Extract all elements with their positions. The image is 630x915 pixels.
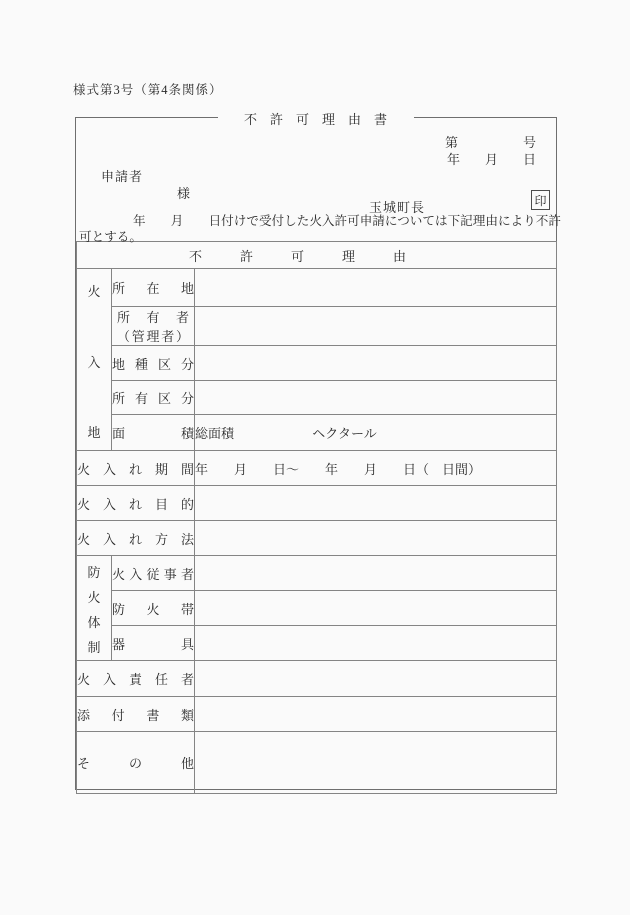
purpose-label-cell: 火入れ目的 — [77, 486, 195, 521]
responsible-value-cell — [195, 661, 557, 697]
land-category-label-cell: 地種区分 — [112, 346, 195, 381]
table-row — [77, 307, 557, 346]
table-row — [77, 521, 557, 556]
table-row — [77, 697, 557, 732]
responsible-label-cell: 火入責任者 — [77, 661, 195, 697]
purpose-value-cell — [195, 486, 557, 521]
other-label-cell: その他 — [77, 732, 195, 794]
body-text-line2: 可とする。 — [79, 230, 142, 244]
document-date-line — [447, 149, 536, 168]
firebreak-label-cell: 防火帯 — [112, 591, 195, 626]
table-row — [77, 556, 557, 591]
workers-value-cell — [195, 556, 557, 591]
area-unit-label: ヘクタール — [312, 426, 377, 441]
body-text-line1: 年 月 日付けで受付した火入許可申請については下記理由により不許 — [133, 214, 561, 228]
seal-mark: 印 — [531, 190, 550, 210]
table-row — [77, 451, 557, 486]
table-row — [77, 415, 557, 451]
table-row — [77, 591, 557, 626]
table-row — [77, 381, 557, 415]
document-box — [75, 112, 561, 790]
method-value-cell — [195, 521, 557, 556]
document-number-prefix: 第 — [445, 135, 459, 150]
other-value-cell — [195, 732, 557, 794]
method-label-cell: 火入れ方法 — [77, 521, 195, 556]
applicant-honorific: 様 — [177, 186, 191, 201]
group-cell-fire-site — [77, 269, 112, 451]
attachments-value-cell — [195, 697, 557, 732]
location-label-cell: 所在地 — [112, 269, 195, 307]
period-value-cell: 年 月 日～ 年 月 日（ 日間） — [195, 451, 557, 486]
equipment-label-cell: 器具 — [112, 626, 195, 661]
date-year-label: 年 — [447, 152, 461, 167]
reason-table — [76, 241, 557, 794]
table-row — [77, 486, 557, 521]
document-header — [76, 118, 561, 244]
date-month-label: 月 — [484, 152, 498, 167]
fire-site-group-label: 火 入 地 — [87, 284, 101, 440]
form-number-label: 様式第3号（第4条関係） — [73, 83, 223, 97]
location-value-cell — [195, 269, 557, 307]
table-row — [77, 661, 557, 697]
period-label-cell: 火入れ期間 — [77, 451, 195, 486]
ownership-value-cell — [195, 381, 557, 415]
area-label-cell: 面積 — [112, 415, 195, 451]
date-day-label: 日 — [522, 152, 536, 167]
applicant-label: 申請者 — [101, 169, 144, 184]
area-value-cell — [195, 415, 557, 451]
document-title: 不許可理由書 — [218, 109, 414, 128]
mayor-title: 玉城町長 — [369, 200, 426, 215]
equipment-value-cell — [195, 626, 557, 661]
firebreak-value-cell — [195, 591, 557, 626]
group-cell-fire-prevention — [77, 556, 112, 661]
owner-value-cell — [195, 307, 557, 346]
reason-header-cell: 不許可理由 — [77, 242, 557, 269]
owner-label-cell: 所有者 （管理者） — [112, 307, 195, 346]
document-number-suffix: 号 — [522, 135, 536, 150]
workers-label-cell: 火入従事者 — [112, 556, 195, 591]
table-row — [77, 732, 557, 794]
area-total-label: 総面積 — [195, 426, 235, 441]
fire-prevention-group-label: 防 火 体 制 — [87, 565, 101, 655]
ownership-label-cell: 所有区分 — [112, 381, 195, 415]
table-row — [77, 269, 557, 307]
land-category-value-cell — [195, 346, 557, 381]
attachments-label-cell: 添付書類 — [77, 697, 195, 732]
table-row — [77, 346, 557, 381]
table-row — [77, 626, 557, 661]
table-row — [77, 242, 557, 269]
